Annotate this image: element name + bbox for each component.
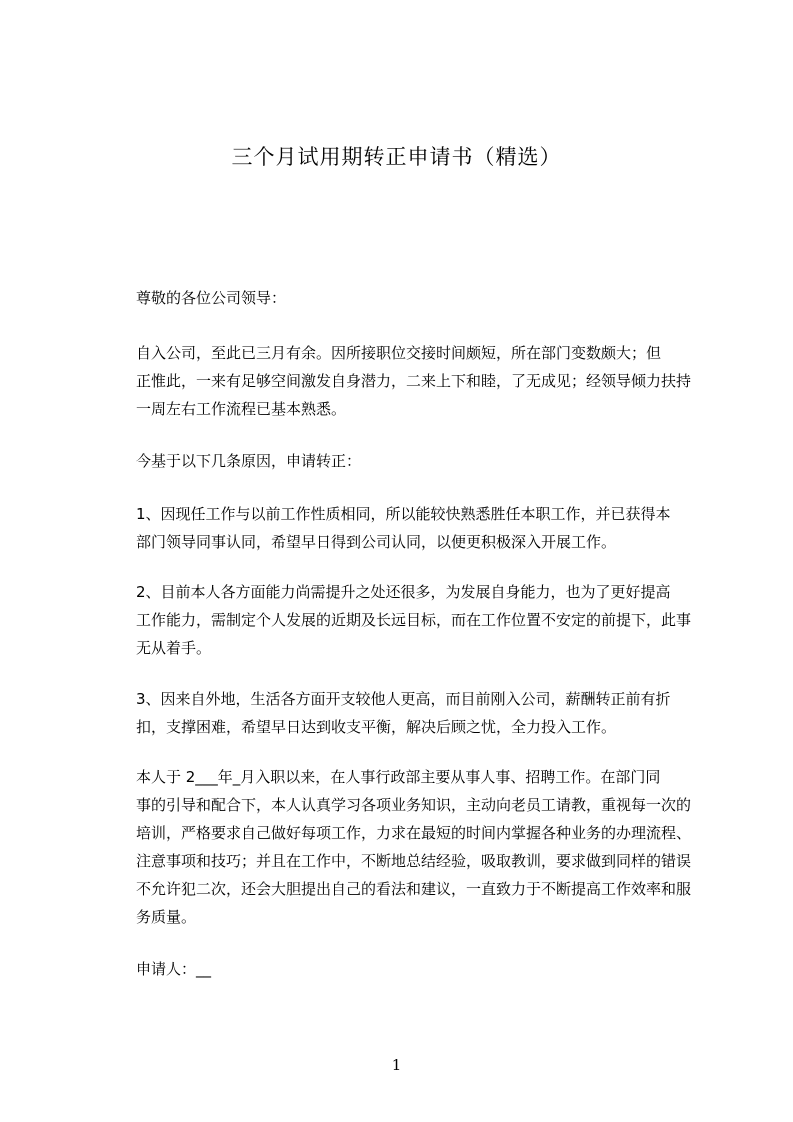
paragraph-line: 自入公司，至此已三月有余。因所接职位交接时间颇短，所在部门变数颇大；但 — [136, 344, 662, 362]
paragraph-reasons-lead — [104, 447, 708, 475]
paragraph-line: 1、因现任工作与以前工作性质相同，所以能较快熟悉胜任本职工作，并已获得本 — [136, 505, 671, 523]
paragraph-line: 3、因来自外地，生活各方面开支较他人更高，而目前刚入公司，薪酬转正前有折 — [136, 690, 671, 708]
paragraph-line: 注意事项和技巧；并且在工作中，不断地总结经验，吸取教训，要求做到同样的错误 — [136, 852, 692, 870]
paragraph-line: 2、目前本人各方面能力尚需提升之处还很多，为发展自身能力，也为了更好提高 — [136, 583, 671, 601]
paragraph-line: 不允许犯二次，还会大胆提出自己的看法和建议，一直致力于不断提高工作效率和服 — [136, 880, 692, 898]
paragraph-line: 本人于 2___年_月入职以来，在人事行政部主要从事人事、招聘工作。在部门同 — [136, 768, 661, 786]
paragraph-line: 事的引导和配合下，本人认真学习各项业务知识，主动向老员工请教，重视每一次的 — [136, 796, 692, 814]
paragraph-intro — [104, 339, 708, 423]
salutation: 尊敬的各位公司领导： — [136, 289, 287, 307]
paragraph-line: 正惟此，一来有足够空间激发自身潜力，二来上下和睦，了无成见；经领导倾力扶持 — [136, 372, 692, 390]
paragraph-work-summary — [104, 763, 708, 931]
applicant-signature-line: 申请人：__ — [136, 960, 212, 978]
paragraph-line: 今基于以下几条原因，申请转正： — [136, 452, 362, 470]
paragraph-line: 培训，严格要求自己做好每项工作，力求在最短的时间内掌握各种业务的办理流程、 — [136, 824, 692, 842]
paragraph-line: 一周左右工作流程已基本熟悉。 — [136, 400, 347, 418]
paragraph-line: 无从着手。 — [136, 639, 212, 657]
paragraph-line: 务质量。 — [136, 908, 197, 926]
paragraph-reason-3 — [104, 685, 708, 741]
paragraph-line: 扣，支撑困难，希望早日达到收支平衡，解决后顾之忧，全力投入工作。 — [136, 718, 617, 736]
paragraph-reason-2 — [104, 578, 708, 662]
paragraph-line: 部门领导同事认同，希望早日得到公司认同，以便更积极深入开展工作。 — [136, 533, 617, 551]
document-title: 三个月试用期转正申请书（精选） — [231, 145, 562, 169]
page-number: 1 — [391, 1056, 402, 1074]
paragraph-line: 工作能力，需制定个人发展的近期及长远目标，而在工作位置不安定的前提下，此事 — [136, 611, 692, 629]
paragraph-reason-1 — [104, 500, 708, 556]
